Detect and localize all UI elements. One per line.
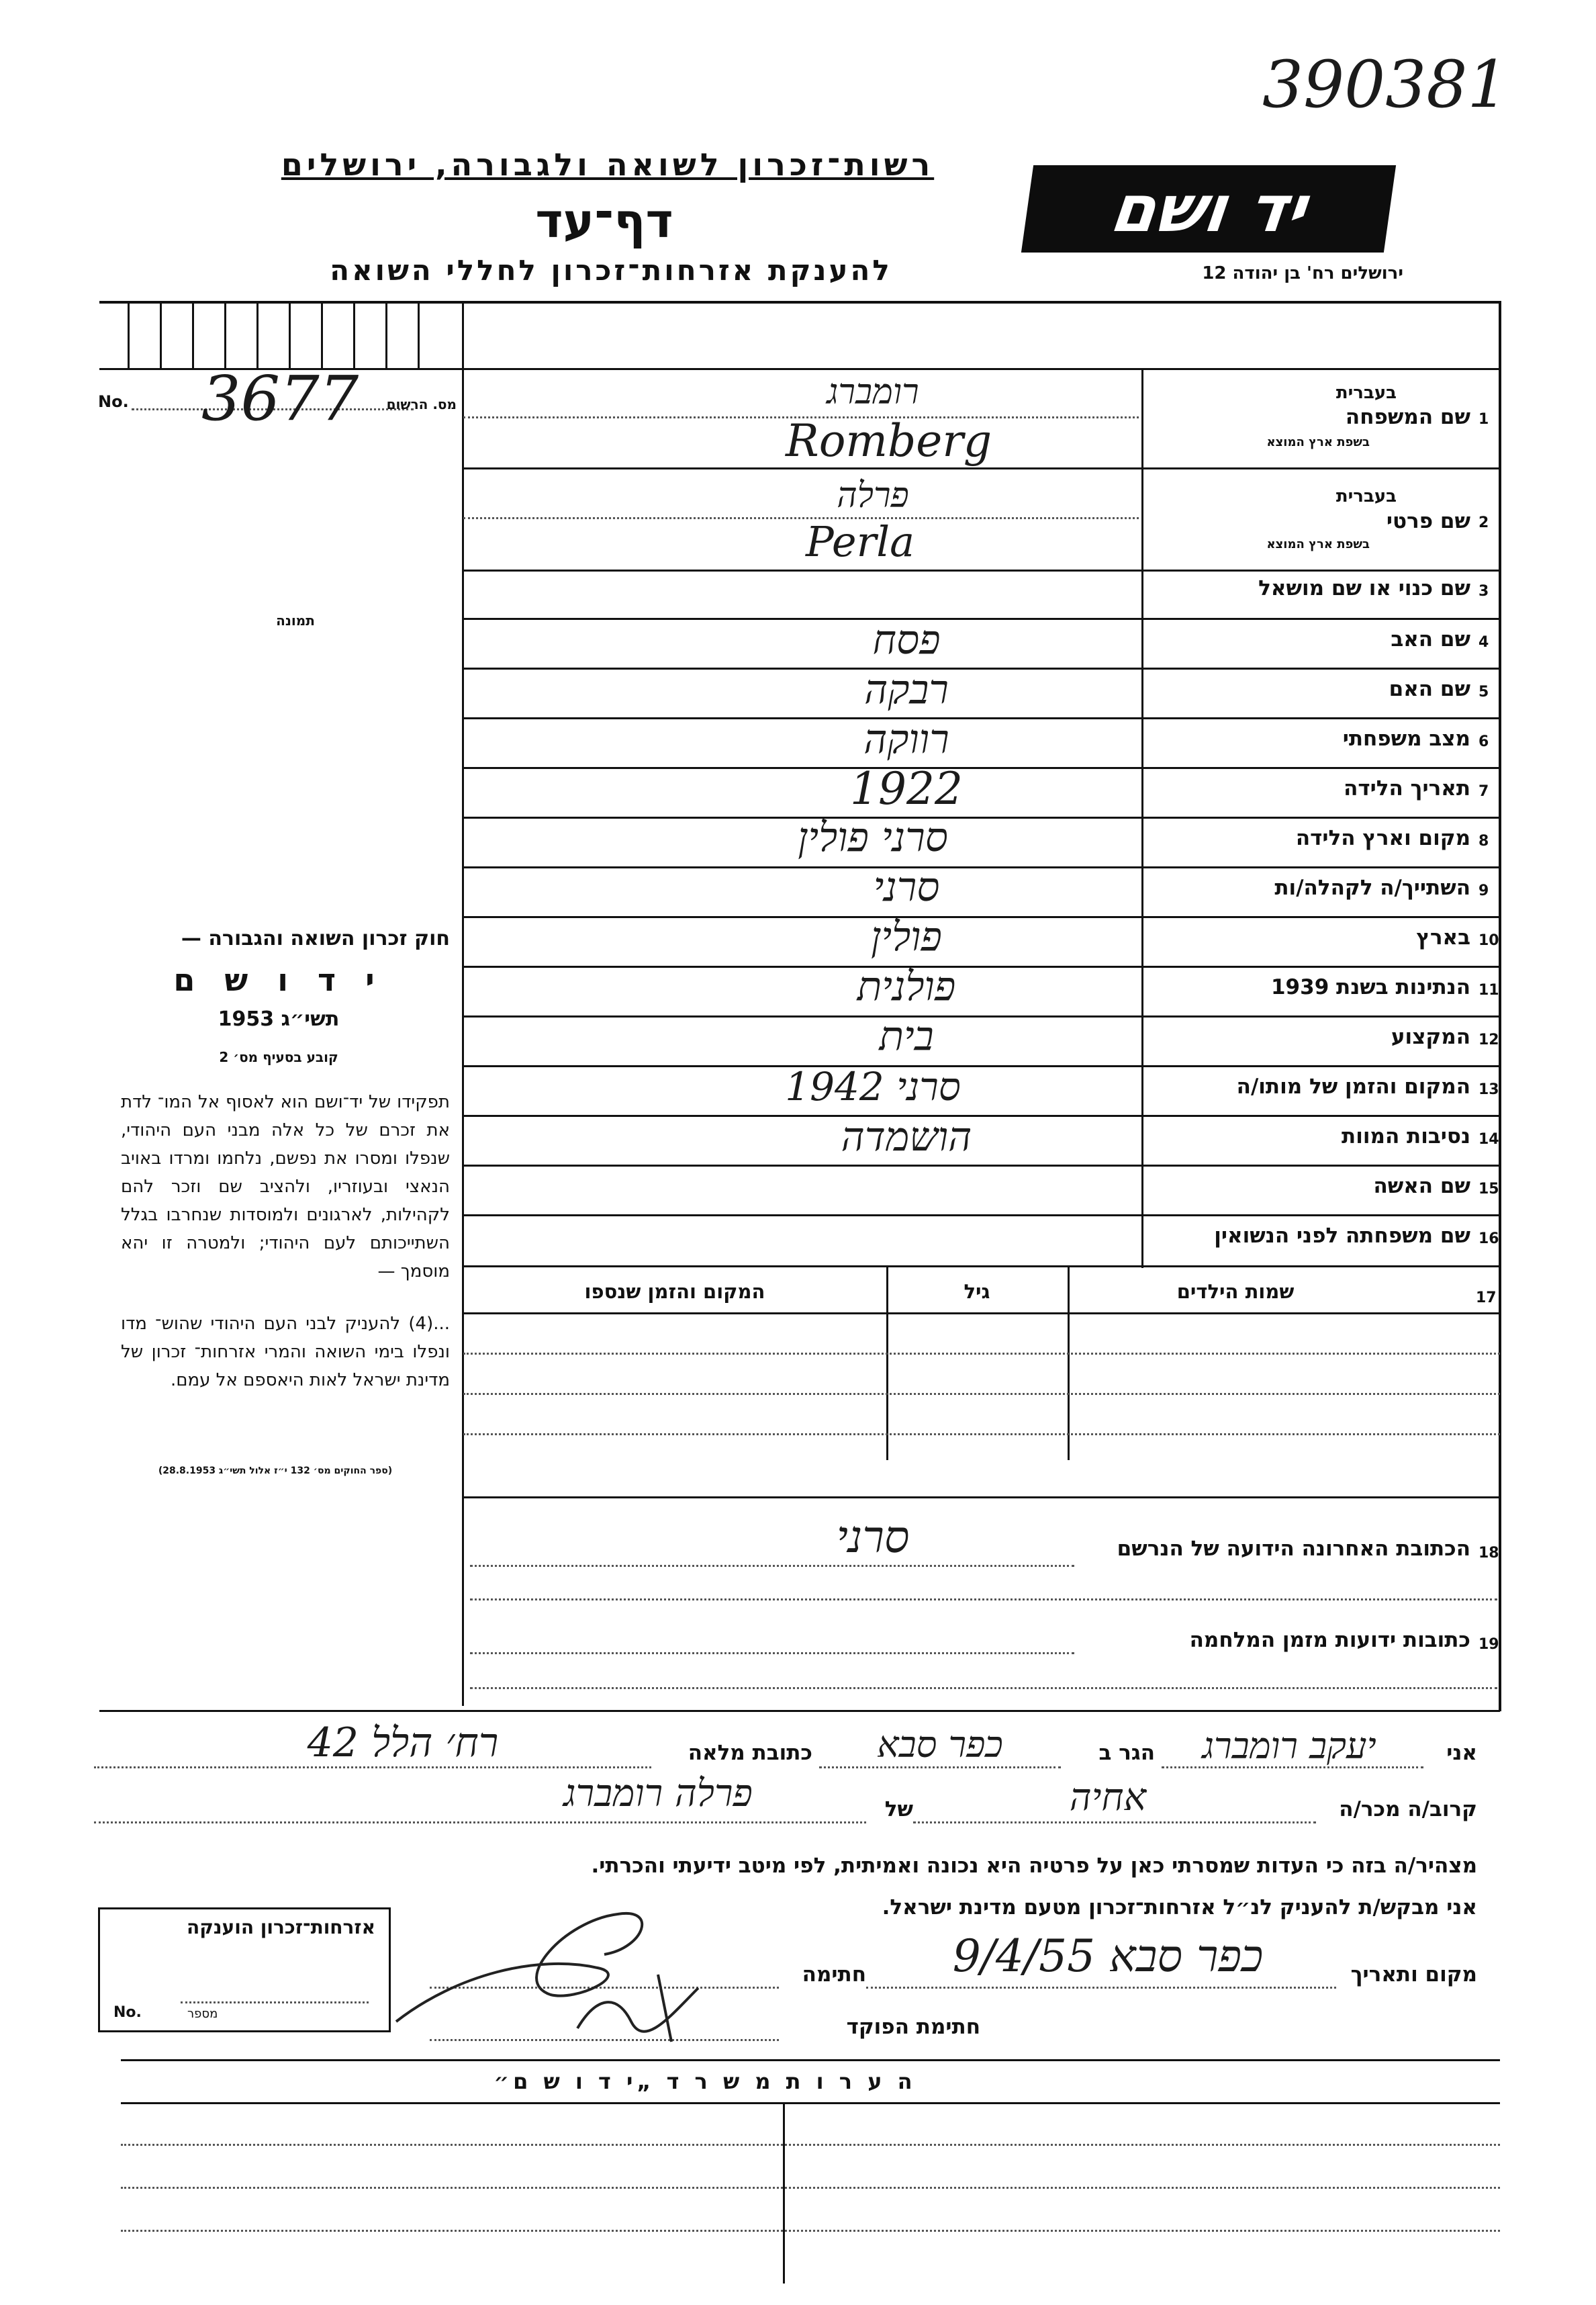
code-boxes xyxy=(121,304,462,368)
law-title: חוק זכרון השואה והגבורה — xyxy=(181,927,450,950)
office-notes-title: ה ע ר ו ת מ ש ר ד „י ד ו ש ם״ xyxy=(494,2069,917,2094)
field-label: כתובות ידועות מזמן המלחמה xyxy=(1189,1628,1470,1652)
form-title: דף־עד xyxy=(535,193,673,248)
field-label: שם האשה xyxy=(1373,1174,1470,1198)
citizenship-granted-box: אזרחות־זכרון הוענקה No. מספר xyxy=(98,1907,391,2032)
notes-divider xyxy=(783,2102,785,2284)
photo-label: תמונה xyxy=(276,613,315,629)
children-col-names: שמות הילדים xyxy=(1176,1280,1295,1303)
declarant-name: יעקב רומברג xyxy=(1202,1725,1376,1767)
signature-scribble xyxy=(376,1894,752,2055)
children-col-place: המקום והזמן שנספו xyxy=(584,1280,765,1303)
field-label: שם האם xyxy=(1389,677,1470,701)
field-value: הושמדה xyxy=(841,1114,972,1161)
yad-vashem-address: ירושלים רח' בן יהודה 12 xyxy=(1202,263,1403,283)
field-value: Perla xyxy=(806,517,915,566)
field-value: רבקה xyxy=(864,666,949,713)
field-value: סרני 1942 xyxy=(785,1064,961,1110)
relation-value: אחיה xyxy=(1069,1776,1147,1819)
field-value: בית xyxy=(879,1013,934,1060)
field-value: סרני פולין xyxy=(798,814,948,861)
authority-name: רשות־זכרון לשואה ולגבורה, ירושלים xyxy=(281,146,935,183)
frame-right xyxy=(1499,301,1501,1711)
field-label: תאריך הלידה xyxy=(1344,776,1470,801)
law-text: תפקידו של יד־ושם הוא לאסוף אל המו־ לדת את זכרם של כל אלה מבני העם היהודי, שנפלו ומסרו את נפשם, נלחמו ומרדו באויב הנאצי ובעוזריו, ולהציב שם וזכר להם לקהילות, לארגונים ולמוסדות שנחרבו בגלל השתייכותם לעם היהודי; ולמטרה זו יהא מוסמך — xyxy=(121,1092,450,1281)
field-label: מקום וארץ הלידה xyxy=(1295,826,1470,850)
field-value: רומברג xyxy=(827,372,919,412)
registration-label: מס. הרשום xyxy=(386,396,457,412)
law-source: (ספר החוקים מס׳ 132 י״ז אלול תשי״ג 28.8.1953) xyxy=(158,1465,393,1476)
registration-number-value: 3677 xyxy=(201,363,359,435)
field-value: 1922 xyxy=(850,763,963,815)
field-value: פסח xyxy=(872,617,941,664)
request-statement: אני מבקש/ת להעניק לנ״ל אזרחות־זכרון מטעם מדינת ישראל. xyxy=(882,1895,1477,1919)
place-date-value: כפר סבא 9/4/55 xyxy=(952,1930,1264,1982)
law-year: תשי״ג 1953 xyxy=(218,1007,340,1031)
declarant-address: רח׳ הלל 42 xyxy=(307,1719,499,1766)
yad-vashem-logo xyxy=(1021,165,1396,253)
no-label: No. xyxy=(98,392,129,411)
field-value: סרני xyxy=(836,1511,910,1563)
field-value: פולין xyxy=(871,913,942,960)
field-value: רווקה xyxy=(863,716,949,763)
logo-text: יד ושם xyxy=(1106,171,1311,246)
law-name: י ד ו ש ם xyxy=(173,962,384,998)
field-value: פרלה xyxy=(837,476,909,516)
field-label: מצב משפחתי xyxy=(1342,727,1470,751)
field-value: Romberg xyxy=(786,415,992,467)
field-value: פולנית xyxy=(857,963,956,1010)
field-label: הנתינות בשנת 1939 xyxy=(1270,975,1470,999)
field-label: שם המשפחה xyxy=(1345,405,1470,429)
archive-stamp-number: 390381 xyxy=(1262,47,1509,122)
field-label: הכתובת האחרונה הידועה של הנרשם xyxy=(1117,1537,1470,1561)
declarant-city: כפר סבא xyxy=(877,1723,1003,1766)
law-clause: קובע בסעיף מס׳ 2 xyxy=(219,1049,338,1065)
notes-header-line xyxy=(121,2102,1500,2104)
field-label: שם פרטי xyxy=(1386,509,1470,533)
field-label: בארץ xyxy=(1416,925,1470,950)
field-label: נסיבות המוות xyxy=(1342,1124,1470,1148)
column-divider xyxy=(462,301,464,1706)
form-subtitle: להענקת אזרחות־זכרון לחללי השואה xyxy=(330,254,892,287)
field-value: סרני xyxy=(873,864,940,911)
children-col-age: גיל xyxy=(964,1280,990,1303)
relation-of-value: פרלה רומברג xyxy=(563,1772,753,1815)
field-label: שם האב xyxy=(1391,627,1470,651)
law-text-clause-4: ...(4) להעניק לבני העם היהודי שהוש־ מדו ונפלו בימי השואה והמרי אזרחות־ זכרון של מדינת ישראל לאות היאספם אל עמם. xyxy=(121,1314,450,1390)
notes-top-line xyxy=(121,2059,1500,2061)
field-label: השתייך/ה לקהלה/ות xyxy=(1274,876,1470,900)
field-label: שם משפחתה לפני הנשואין xyxy=(1214,1224,1470,1248)
field-label: שם כנוי או שם מושאל xyxy=(1258,576,1470,600)
field-label: המקום והזמן של מותו/ה xyxy=(1236,1075,1470,1099)
section-divider xyxy=(99,1710,1500,1712)
field-label: המקצוע xyxy=(1391,1025,1470,1049)
declaration-statement: מצהיר/ה בזה כי העדות שמסרתי כאן על פרטיה היא נכונה ואמיתית, לפי מיטב ידיעתי והכרתי. xyxy=(591,1854,1477,1878)
